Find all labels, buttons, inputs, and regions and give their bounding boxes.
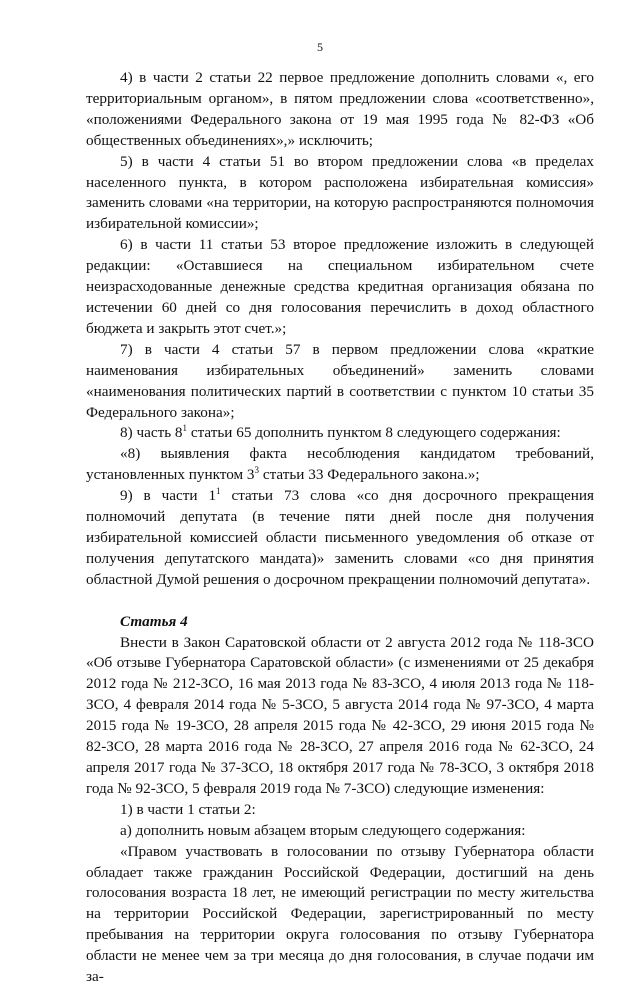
- amendment-item-7: 7) в части 4 статьи 57 в первом предложении слова «краткие наименования избирательных объединений» заменить словами «наименования политических партий в соответствии с пунктом 10 статьи 35 Федерального закона»;: [86, 340, 594, 421]
- amendment-item-4: 4) в части 2 статьи 22 первое предложение дополнить словами «, его территориальным органом», в пятом предложении слова «соответственно», «положениями Федерального закона от 19 мая 1995 года № 82-ФЗ «Об общественных объединениях»,» исключить;: [86, 69, 594, 149]
- amendment-item-8: [86, 423, 594, 444]
- article-4-quote: «Правом участвовать в голосовании по отзыву Губернатора области обладает также гражданин Российской Федерации, достигший на день голосования возраста 18 лет, не имеющий регистрации по месту жительства на территории Российской Федерации, зарегистрированный по месту пребывания на территории округа голосования по отзыву Губернатора области не менее чем за три месяца до дня голосования, в случае подачи им за-: [86, 842, 594, 986]
- article-4-heading: Статья 4: [120, 612, 188, 630]
- article-4-item-1: 1) в части 1 статьи 2:: [120, 800, 256, 818]
- amendment-item-5: 5) в части 4 статьи 51 во втором предложении слова «в пределах населенного пункта, в котором расположена избирательная комиссия» заменить словами «на территории, на которую распространяются полномочия избирательной комиссии»;: [86, 152, 594, 233]
- amendment-item-8-quote: [86, 444, 594, 486]
- document-body: [86, 68, 594, 988]
- amendment-item-8-text-end: статьи 65 дополнить пунктом 8 следующего содержания:: [187, 424, 561, 442]
- amendment-item-8-superscript: 1: [182, 423, 188, 434]
- amendment-item-9-superscript: 1: [216, 486, 221, 497]
- amendment-item-8-text-start: 8) часть 8: [120, 424, 183, 442]
- amendment-item-9-text-end: статьи 73 слова «со дня досрочного прекращения полномочий депутата (в течение пяти дней после дня получения избирательной комиссией области письменного уведомления об отказе от получения депутатского мандата)» заменить словами «со дня принятия областной Думой решения о досрочном прекращении полномочий депутата».: [86, 487, 594, 588]
- amendment-item-8-quote-start: «8) выявления факта несоблюдения кандидатом требований, установленных пунктом 3: [86, 445, 594, 484]
- amendment-item-6: 6) в части 11 статьи 53 второе предложение изложить в следующей редакции: «Оставшиеся на специальном избирательном счете неизрасходованные денежные средства кредитная организация обязана по истечении 60 дней со дня голосования перечислить в доход областного бюджета и закрыть этот счет.»;: [86, 236, 594, 337]
- amendment-item-8-quote-superscript: 3: [254, 465, 260, 476]
- article-4-intro: Внести в Закон Саратовской области от 2 августа 2012 года № 118-ЗСО «Об отзыве Губернатора Саратовской области» (с изменениями от 25 декабря 2012 года № 212-ЗСО, 16 мая 2013 года № 83-ЗСО, 4 июля 2013 года № 118-ЗСО, 4 февраля 2014 года № 5-ЗСО, 5 августа 2014 года № 97-ЗСО, 4 марта 2015 года № 19-ЗСО, 28 апреля 2015 года № 42-ЗСО, 29 июня 2015 года № 82-ЗСО, 28 марта 2016 года № 28-ЗСО, 27 апреля 2016 года № 62-ЗСО, 24 апреля 2017 года № 37-ЗСО, 18 октября 2017 года № 78-ЗСО, 3 октября 2018 года № 92-ЗСО, 5 февраля 2019 года № 7-ЗСО) следующие изменения:: [86, 633, 594, 797]
- page-number: 5: [317, 40, 323, 54]
- amendment-item-9-text-start: 9) в части 1: [120, 487, 217, 505]
- amendment-item-9: [86, 486, 594, 591]
- amendment-item-8-quote-end: статьи 33 Федерального закона.»;: [259, 466, 480, 484]
- article-4-item-1a: а) дополнить новым абзацем вторым следующего содержания:: [120, 821, 526, 839]
